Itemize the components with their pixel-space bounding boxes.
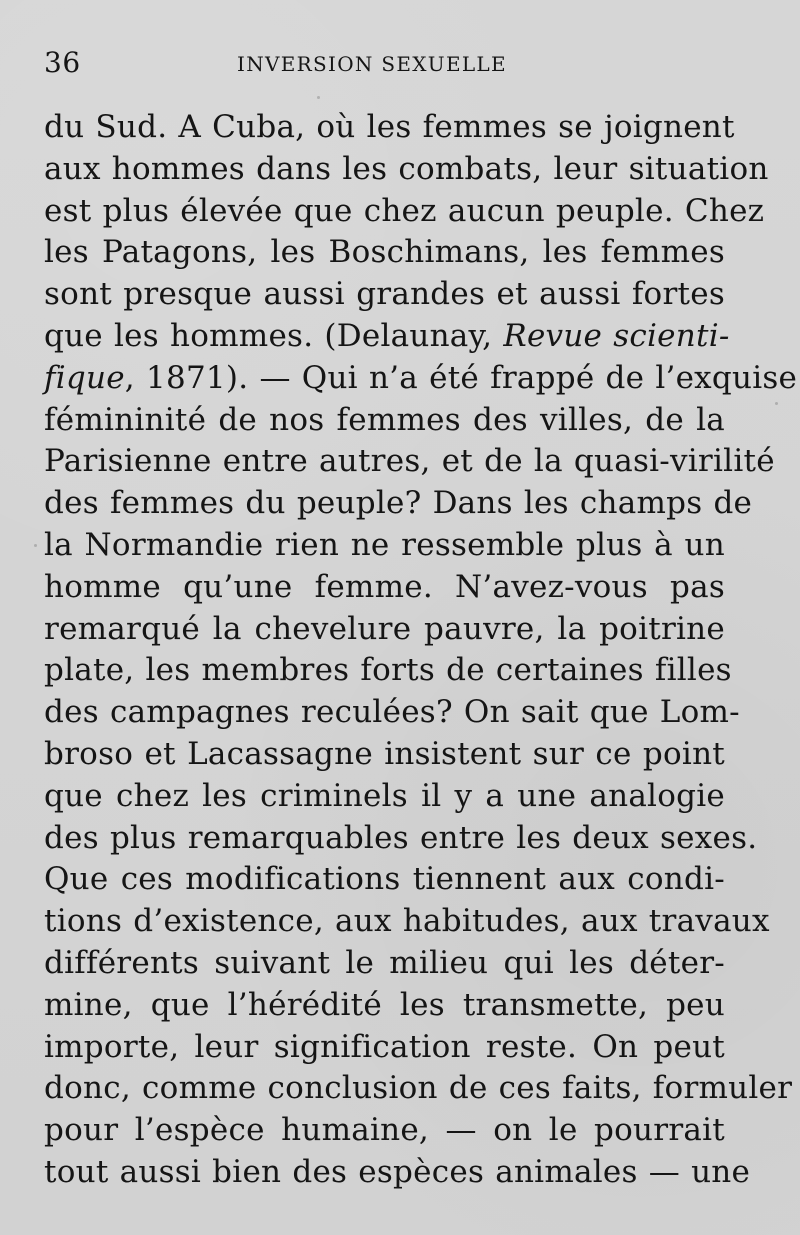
text-line — [44, 1027, 725, 1069]
text-line — [44, 901, 770, 943]
italic-text-segment: Revue scienti- — [503, 317, 730, 354]
text-segment: donc, comme conclusion de ces faits, formuler — [44, 1070, 793, 1107]
text-line — [44, 483, 753, 525]
text-segment: les Patagons, les Boschimans, les femmes — [44, 234, 725, 271]
text-line — [44, 441, 775, 483]
text-line — [44, 692, 740, 734]
text-line — [44, 734, 725, 776]
text-line — [44, 358, 798, 400]
text-segment: des plus remarquables entre les deux sexes. — [44, 819, 758, 856]
text-segment: Parisienne entre autres, et de la quasi-virilité — [44, 443, 775, 480]
text-line — [44, 818, 758, 860]
text-line — [44, 1110, 725, 1152]
text-segment: fémininité de nos femmes des villes, de la — [44, 401, 725, 438]
text-segment: des femmes du peuple? Dans les champs de — [44, 485, 753, 522]
ink-speck — [317, 96, 320, 99]
text-segment: broso et Lacassagne insistent sur ce point — [44, 735, 725, 772]
text-segment: tout aussi bien des espèces animales — une — [44, 1153, 751, 1190]
text-segment: remarqué la chevelure pauvre, la poitrine — [44, 610, 725, 647]
text-segment: tions d’existence, aux habitudes, aux travaux — [44, 903, 770, 940]
text-line — [44, 943, 725, 985]
ink-speck — [34, 544, 37, 547]
text-segment: aux hommes dans les combats, leur situation — [44, 150, 769, 187]
text-segment: que les hommes. (Delaunay, — [44, 317, 504, 354]
text-line — [44, 567, 725, 609]
text-line — [44, 609, 725, 651]
text-segment: sont presque aussi grandes et aussi fortes — [44, 276, 725, 313]
ink-speck — [775, 402, 778, 405]
text-line — [44, 650, 732, 692]
text-segment: du Sud. A Cuba, où les femmes se joignent — [44, 109, 735, 145]
text-line — [44, 1152, 751, 1194]
text-line — [44, 316, 730, 358]
page-number: 36 — [44, 46, 81, 79]
text-line — [44, 776, 725, 818]
text-segment: différents suivant le milieu qui les déter- — [44, 944, 725, 981]
page-header — [44, 43, 734, 83]
text-segment: Que ces modifications tiennent aux condi- — [44, 861, 725, 898]
text-line — [44, 985, 725, 1027]
text-segment: des campagnes reculées? On sait que Lom- — [44, 694, 740, 731]
text-line — [44, 1068, 793, 1110]
running-title: INVERSION SEXUELLE — [237, 52, 507, 76]
text-line — [44, 400, 725, 442]
italic-text-segment: fique — [44, 359, 125, 396]
text-segment: plate, les membres forts de certaines filles — [44, 652, 732, 689]
text-line — [44, 525, 725, 567]
text-line — [44, 232, 725, 274]
text-line — [44, 107, 735, 149]
text-segment: que chez les criminels il y a une analogie — [44, 777, 725, 814]
text-line — [44, 274, 725, 316]
text-segment: importe, leur signification reste. On peut — [44, 1028, 725, 1065]
text-segment: , 1871). — Qui n’a été frappé de l’exquise — [124, 359, 798, 396]
text-line — [44, 149, 769, 191]
text-segment: est plus élevée que chez aucun peuple. Chez — [44, 192, 765, 229]
text-line — [44, 859, 725, 901]
text-segment: homme qu’une femme. N’avez-vous pas — [44, 568, 725, 605]
text-segment: la Normandie rien ne ressemble plus à un — [44, 526, 725, 563]
text-line — [44, 191, 765, 233]
body-text — [44, 107, 798, 1194]
text-segment: pour l’espèce humaine, — on le pourrait — [44, 1112, 725, 1149]
text-segment: mine, que l’hérédité les transmette, peu — [44, 986, 725, 1023]
